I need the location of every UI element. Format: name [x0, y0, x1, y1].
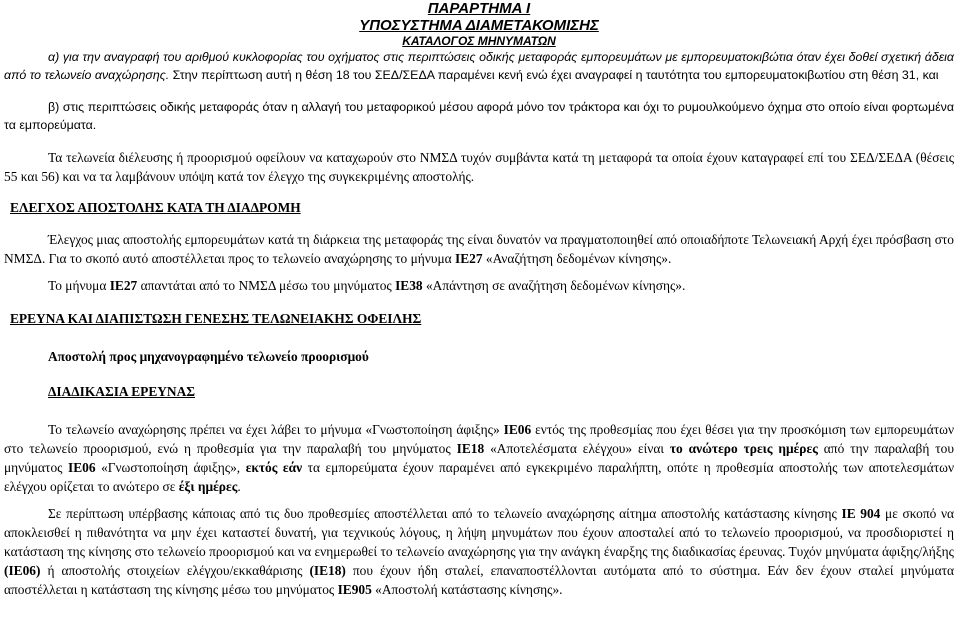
message-code: ΙΕ27	[109, 278, 138, 293]
message-code: ΙΕ06	[503, 422, 532, 437]
text-span: «Γνωστοποίηση άφιξης»,	[95, 460, 246, 475]
message-code: ΙΕ06	[67, 460, 96, 475]
paragraph-search-1	[4, 420, 954, 496]
text-span: που έχουν ήδη σταλεί, επαναποστέλλονται αυτόματα από το σύστημα. Εάν δεν έχουν σταλεί μηνύματα αποστέλλεται η κατάσταση της κίνησης μέσω του μηνύματος	[4, 563, 954, 597]
annex-title: ΠΑΡΑΡΤΗΜΑ Ι	[427, 0, 531, 17]
text-span: Το μήνυμα	[48, 278, 110, 293]
message-code: ΙΕ 904	[841, 506, 881, 521]
message-code: (ΙΕ06)	[4, 563, 41, 578]
text-span: «Αποτελέσματα ελέγχου» είναι	[484, 441, 670, 456]
subheading-destination: Αποστολή προς μηχανογραφημένο τελωνείο προορισμού	[48, 349, 369, 364]
text-span: εντός της προθεσμίας που έχει θέσει για την προσκόμιση των εμπορευμάτων στο τελωνείο προορισμού, ενώ η προθεσμία για την παραλαβή του μηνύματος	[4, 422, 954, 456]
paragraph-b: β) στις περιπτώσεις οδικής μεταφοράς όταν η αλλαγή του μεταφορικού μέσου αφορά μόνο τον τράκτορα και όχι το ρυμουλκούμενο όχημα στο οποίο είναι φορτωμένα τα εμπορεύματα.	[4, 100, 954, 132]
text-span: Σε περίπτωση υπέρβασης κάποιας από τις δυο προθεσμίες αποστέλλεται από το τελωνείο αναχώρησης αίτημα αποστολής κατάστασης κίνησης	[48, 506, 842, 521]
paragraph-customs-offices: Τα τελωνεία διέλευσης ή προορισμού οφείλουν να καταχωρούν στο ΝΜΣΔ τυχόν συμβάντα κατά τη μεταφορά τα οποία έχουν καταγραφεί επί του ΣΕΔ/ΣΕΔΑ (θέσεις 55 και 56) και να τα λαμβάνουν υπόψη κατά τον έλεγχο της συγκεκριμένης αποστολής.	[4, 150, 954, 184]
emphasis: εκτός εάν	[245, 460, 303, 475]
text-span: «Αποστολή κατάστασης κίνησης».	[371, 582, 563, 597]
paragraph-control-1	[4, 230, 954, 268]
text-span: .	[237, 479, 241, 494]
procedure-heading: ΔΙΑΔΙΚΑΣΙΑ ΕΡΕΥΝΑΣ	[48, 384, 196, 399]
section-heading-search: ΕΡΕΥΝΑ ΚΑΙ ΔΙΑΠΙΣΤΩΣΗ ΓΕΝΕΣΗΣ ΤΕΛΩΝΕΙΑΚΗΣ ΟΦΕΙΛΗΣ	[10, 311, 422, 326]
paragraph-a-rest: Στην περίπτωση αυτή η θέση 18 του ΣΕΔ/ΣΕΔΑ παραμένει κενή ενώ έχει αναγραφεί η ταυτότητα του εμπορευματοκιβωτίου στη θέση 31, και	[169, 68, 939, 82]
message-code: ΙΕ27	[455, 251, 483, 266]
text-span: τα εμπορεύματα έχουν παραμένει από εγκεκριμένο παραλήπτη, οπότε η προθεσμία αποστολής των αποτελεσμάτων ελέγχου ορίζεται το ανώτερο σε	[4, 460, 955, 494]
paragraph-search-2	[4, 504, 954, 599]
paragraph-control-2	[4, 276, 954, 295]
message-code: ΙΕ38	[395, 278, 423, 293]
message-code: ΙΕ18	[456, 441, 485, 456]
emphasis: έξι ημέρες	[178, 479, 238, 494]
text-span: απαντάται από το ΝΜΣΔ μέσω του μηνύματος	[137, 278, 396, 293]
text-span: Το τελωνείο αναχώρησης πρέπει να έχει λάβει το μήνυμα «Γνωστοποίηση άφιξης»	[48, 422, 504, 437]
message-code: (ΙΕ18)	[309, 563, 346, 578]
message-catalog-title: ΚΑΤΑΛΟΓΟΣ ΜΗΝΥΜΑΤΩΝ	[402, 34, 556, 48]
subsystem-title: ΥΠΟΣΥΣΤΗΜΑ ΔΙΑΜΕΤΑΚΟΜΙΣΗΣ	[359, 17, 599, 34]
text-span: «Απάντηση σε αναζήτηση δεδομένων κίνησης».	[422, 278, 686, 293]
text-span: «Αναζήτηση δεδομένων κίνησης».	[482, 251, 672, 266]
text-span: ή αποστολής στοιχείων ελέγχου/εκκαθάρισης	[40, 563, 310, 578]
text-span: με σκοπό να αποκλεισθεί η πιθανότητα να μην έχει καταστεί δυνατή, για τεχνικούς λόγους, η λήψη μηνυμάτων που έχουν αποσταλεί από το τελωνείο προορισμού, να προσδιοριστεί η κατάσταση της κίνησης στο τελωνείο προορισμού και να ενημερωθεί το τελωνείο αναχώρησης για την ανάγκη έναρξης της διαδικασίας έρευνας. Τυχόν μηνύματα άφιξης/λήξης	[4, 506, 955, 559]
text-span: Έλεγχος μιας αποστολής εμπορευμάτων κατά τη διάρκεια της μεταφοράς της είναι δυνατόν να πραγματοποιηθεί από οποιαδήποτε Τελωνειακή Αρχή έχει πρόσβαση στο ΝΜΣΔ. Για το σκοπό αυτό αποστέλλεται προς το τελωνείο αναχώρησης το μήνυμα	[4, 232, 954, 266]
emphasis: το ανώτερο τρεις ημέρες	[669, 441, 818, 456]
message-code: ΙΕ905	[337, 582, 372, 597]
section-heading-control: ΕΛΕΓΧΟΣ ΑΠΟΣΤΟΛΗΣ ΚΑΤΑ ΤΗ ΔΙΑΔΡΟΜΗ	[10, 200, 301, 215]
text-span: από την παραλαβή του μηνύματος	[4, 441, 954, 475]
paragraph-a	[4, 48, 954, 84]
paragraph-a-italic: α) για την αναγραφή του αριθμού κυκλοφορίας του οχήματος στις περιπτώσεις οδικής μεταφοράς εμπορευμάτων με εμπορευματοκιβώτια όταν έχει δοθεί σχετική άδεια από το τελωνείο αναχώρησης.	[4, 50, 954, 82]
